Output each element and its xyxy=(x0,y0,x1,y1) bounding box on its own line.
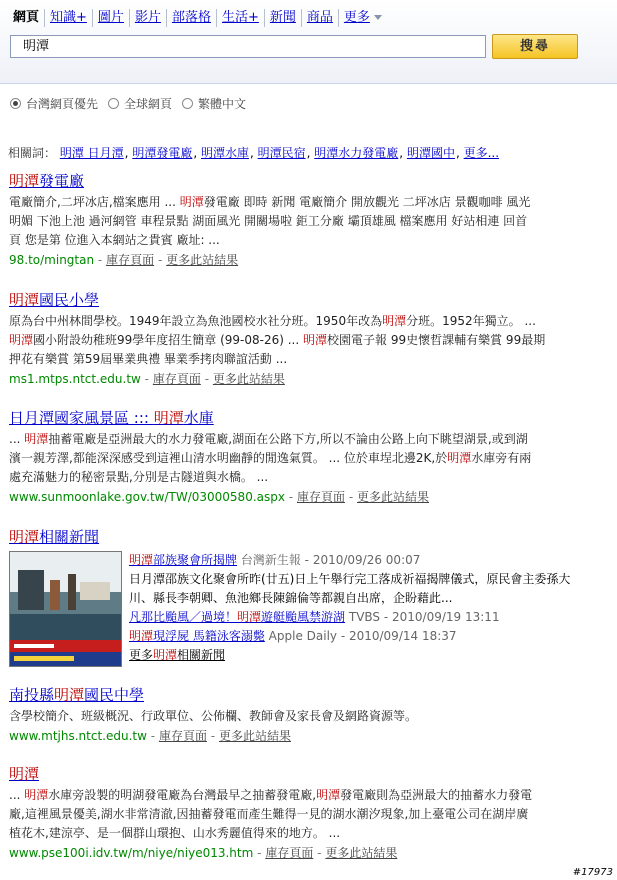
snippet-text: 廠,這裡風景優美,湖水非常清澈,因抽蓄發電而產生難得一見的湖水潮汐現象,加上臺電公司在湖岸廣 xyxy=(9,807,529,821)
search-scope-options xyxy=(10,95,256,112)
radio-selected-icon[interactable] xyxy=(10,98,21,109)
more-from-site-link[interactable]: 更多此站結果 xyxy=(325,846,398,860)
news-photo-image xyxy=(10,552,121,666)
snippet-text: 原為台中州林間學校。1949年設立為魚池國校水社分班。1950年改為 xyxy=(9,314,383,328)
cached-page-link[interactable]: 庫存頁面 xyxy=(158,729,207,743)
result-url: www.sunmoonlake.gov.tw/TW/03000580.aspx xyxy=(9,490,285,504)
headline-highlight: 明潭 xyxy=(129,629,154,643)
snippet-text: 處充滿魅力的秘密景點,分別是古隧道與水橋。 ... xyxy=(9,470,269,484)
radio-icon[interactable] xyxy=(108,98,119,109)
more-news-text: 更多 xyxy=(129,648,154,662)
tab-web[interactable]: 網頁 xyxy=(8,9,45,27)
tab-more-label: 更多 xyxy=(343,10,370,25)
radio-icon[interactable] xyxy=(182,98,193,109)
title-highlight: 明潭 xyxy=(9,528,40,546)
result-title-link[interactable] xyxy=(9,171,599,191)
related-link[interactable]: 明潭水力發電廠 xyxy=(314,146,399,160)
option-label: 繁體中文 xyxy=(198,97,247,111)
title-highlight: 明潭 xyxy=(9,172,40,190)
tab-life[interactable]: 生活+ xyxy=(217,9,265,27)
result-snippet xyxy=(9,786,599,843)
cached-page-link[interactable]: 庫存頁面 xyxy=(265,846,314,860)
result-title-link[interactable] xyxy=(9,290,599,310)
title-highlight: 明潭 xyxy=(9,765,40,783)
option-label: 台灣網頁優先 xyxy=(26,97,99,111)
snippet-text: 植花木,建涼亭、是一個群山環抱、山水秀麗值得來的地方。 ... xyxy=(9,826,341,840)
search-button[interactable]: 搜尋 xyxy=(492,34,578,59)
title-text: 南投縣 xyxy=(9,686,55,704)
snippet-text: 國小附設幼稚班99學年度招生簡章 (99-08-26) ... xyxy=(33,333,304,347)
option-global[interactable] xyxy=(108,95,172,112)
result-url-line: 98.to/mingtan - 庫存頁面 - 更多此站結果 xyxy=(9,253,239,267)
more-news-link[interactable] xyxy=(129,646,591,665)
related-searches: 相關詞： 明潭 日月潭, 明潭發電廠, 明潭水庫, 明潭民宿, 明潭水力發電廠, 明潭國中, 更多... xyxy=(8,146,500,160)
search-result xyxy=(9,290,599,388)
news-item xyxy=(129,627,591,646)
result-url: www.pse100i.idv.tw/m/niye/niye013.htm xyxy=(9,846,254,860)
more-news-text: 相關新聞 xyxy=(177,648,226,662)
title-text: 發電廠 xyxy=(39,172,85,190)
related-more-link[interactable]: 更多... xyxy=(463,146,500,160)
search-result xyxy=(9,764,599,862)
title-text: 水庫 xyxy=(183,409,214,427)
more-from-site-link[interactable]: 更多此站結果 xyxy=(218,729,291,743)
related-link[interactable]: 明潭民宿 xyxy=(257,146,306,160)
cached-page-link[interactable]: 庫存頁面 xyxy=(106,253,155,267)
news-thumbnail[interactable] xyxy=(9,551,122,667)
headline-text: 現浮屍 馬籍泳客溺斃 xyxy=(153,629,265,643)
headline-text: 遊艇颱風禁游湖 xyxy=(261,610,346,624)
news-item xyxy=(129,608,591,627)
title-text: 國民小學 xyxy=(39,291,100,309)
snippet-highlight: 明潭 xyxy=(9,333,34,347)
related-link[interactable]: 明潭水庫 xyxy=(200,146,249,160)
snippet-text: 濱一親芳澤,都能深深感受到這裡山清水明幽靜的閒逸氣質。 ... 位於車埕北邊2K,於 xyxy=(9,451,448,465)
tab-blog[interactable]: 部落格 xyxy=(167,9,217,27)
more-news-highlight: 明潭 xyxy=(153,648,178,662)
result-url: ms1.mtps.ntct.edu.tw xyxy=(9,372,141,386)
news-description: 日月潭邵族文化聚會所昨(廿五)日上午舉行完工落成祈福揭牌儀式，原民會主委孫大川、縣長李朝卿、魚池鄉長陳錦倫等都親自出席，企盼藉此... xyxy=(129,572,571,605)
news-title-link[interactable] xyxy=(9,527,599,547)
result-title-link[interactable] xyxy=(9,408,599,428)
snippet-text: 發電廠則為亞洲最大的抽蓄水力發電 xyxy=(340,788,533,802)
snippet-text: 水庫旁設製的明湖發電廠為台灣最早之抽蓄發電廠, xyxy=(48,788,317,802)
result-url-line: ms1.mtps.ntct.edu.tw - 庫存頁面 - 更多此站結果 xyxy=(9,372,285,386)
news-item xyxy=(129,551,591,570)
snippet-text: 押花有樂賞 第59屆畢業典禮 畢業季拷肉聯誼活動 ... xyxy=(9,352,288,366)
news-headline-link[interactable] xyxy=(129,610,345,624)
vertical-tabs xyxy=(8,9,387,27)
snippet-text: 含學校簡介、班級概況、行政單位、公佈欄、教師會及家長會及網路資源等。 xyxy=(9,709,418,723)
snippet-text: 水庫旁有兩 xyxy=(471,451,532,465)
search-result xyxy=(9,171,599,269)
related-label: 相關詞： xyxy=(8,146,57,160)
title-text: 相關新聞 xyxy=(39,528,100,546)
option-label: 全球網頁 xyxy=(124,97,173,111)
more-from-site-link[interactable]: 更多此站結果 xyxy=(212,372,285,386)
result-snippet xyxy=(9,312,599,369)
cached-page-link[interactable]: 庫存頁面 xyxy=(296,490,345,504)
result-snippet xyxy=(9,193,599,250)
snippet-text: 抽蓄電廠是亞洲最大的水力發電廠,湖面在公路下方,所以不論由公路上向下眺望湖景,或到湖 xyxy=(48,432,528,446)
search-result xyxy=(9,408,599,506)
tab-knowledge[interactable]: 知識+ xyxy=(45,9,93,27)
related-link[interactable]: 明潭發電廠 xyxy=(132,146,193,160)
tab-news[interactable]: 新聞 xyxy=(265,9,302,27)
headline-text: 凡那比颱風／過境！ xyxy=(129,610,238,624)
news-headline-link[interactable] xyxy=(129,629,265,643)
tab-images[interactable]: 圖片 xyxy=(93,9,130,27)
snippet-highlight: 明潭 xyxy=(179,195,204,209)
result-title-link[interactable] xyxy=(9,764,599,784)
search-header xyxy=(0,0,617,84)
news-source: Apple Daily - 2010/09/14 18:37 xyxy=(268,629,457,643)
result-url-line: www.sunmoonlake.gov.tw/TW/03000580.aspx - 庫存頁面 - 更多此站結果 xyxy=(9,490,429,504)
snippet-text: 頁 您是第 位進入本網站之貴賓 廠址: ... xyxy=(9,233,220,247)
title-text: 日月潭國家風景區 ::: xyxy=(9,409,154,427)
result-title-link[interactable] xyxy=(9,685,599,705)
related-link[interactable]: 明潭 日月潭 xyxy=(59,146,124,160)
related-link[interactable]: 明潭國中 xyxy=(406,146,455,160)
news-headline-link[interactable] xyxy=(129,553,237,567)
result-url: www.mtjhs.ntct.edu.tw xyxy=(9,729,147,743)
snippet-text: 電廠簡介,二坪冰店,檔案應用 ... xyxy=(9,195,180,209)
image-id-badge: #17973 xyxy=(572,867,613,878)
snippet-text: ... xyxy=(9,432,25,446)
search-input[interactable]: 明潭 xyxy=(10,35,486,58)
snippet-text: 校園電子報 99史懷哲課輔有樂賞 99最期 xyxy=(327,333,546,347)
snippet-text: 分班。1952年獨立。 ... xyxy=(406,314,536,328)
cached-page-link[interactable]: 庫存頁面 xyxy=(152,372,201,386)
result-snippet xyxy=(9,707,599,726)
news-cluster xyxy=(9,551,599,667)
headline-text: 部族聚會所揭牌 xyxy=(153,553,238,567)
snippet-highlight: 明潭 xyxy=(24,432,49,446)
snippet-highlight: 明潭 xyxy=(303,333,328,347)
news-result xyxy=(9,527,599,667)
news-list xyxy=(129,551,591,667)
headline-highlight: 明潭 xyxy=(237,610,262,624)
result-url-line: www.pse100i.idv.tw/m/niye/niye013.htm - 庫存頁面 - 更多此站結果 xyxy=(9,846,398,860)
snippet-text: 明媚 下池上池 過河網管 車程景點 湖面風光 開關場啦 鉅工分廠 壩頂雄風 檔案應用 好站相連 回首 xyxy=(9,214,528,228)
more-from-site-link[interactable]: 更多此站結果 xyxy=(356,490,429,504)
news-source: TVBS - 2010/09/19 13:11 xyxy=(348,610,500,624)
snippet-highlight: 明潭 xyxy=(382,314,407,328)
result-snippet xyxy=(9,430,599,487)
title-highlight: 明潭 xyxy=(54,686,85,704)
option-traditional-chinese[interactable] xyxy=(182,95,246,112)
tab-video[interactable]: 影片 xyxy=(130,9,167,27)
search-result xyxy=(9,685,599,745)
tab-shopping[interactable]: 商品 xyxy=(302,9,339,27)
result-url: 98.to/mingtan xyxy=(9,253,95,267)
news-source: 台灣新生報 - 2010/09/26 00:07 xyxy=(240,553,421,567)
snippet-highlight: 明潭 xyxy=(24,788,49,802)
title-highlight: 明潭 xyxy=(9,291,40,309)
result-url-line: www.mtjhs.ntct.edu.tw - 庫存頁面 - 更多此站結果 xyxy=(9,729,291,743)
snippet-highlight: 明潭 xyxy=(316,788,341,802)
snippet-text: ... xyxy=(9,788,25,802)
snippet-text: 發電廠 即時 新聞 電廠簡介 開放觀光 二坪冰店 景觀咖啡 風光 xyxy=(203,195,531,209)
headline-highlight: 明潭 xyxy=(129,553,154,567)
title-text: 國民中學 xyxy=(84,686,145,704)
chevron-down-icon xyxy=(374,15,382,20)
snippet-highlight: 明潭 xyxy=(447,451,472,465)
option-taiwan-first[interactable] xyxy=(10,95,98,112)
title-highlight: 明潭 xyxy=(153,409,184,427)
tab-more[interactable] xyxy=(339,9,387,27)
more-from-site-link[interactable]: 更多此站結果 xyxy=(166,253,239,267)
